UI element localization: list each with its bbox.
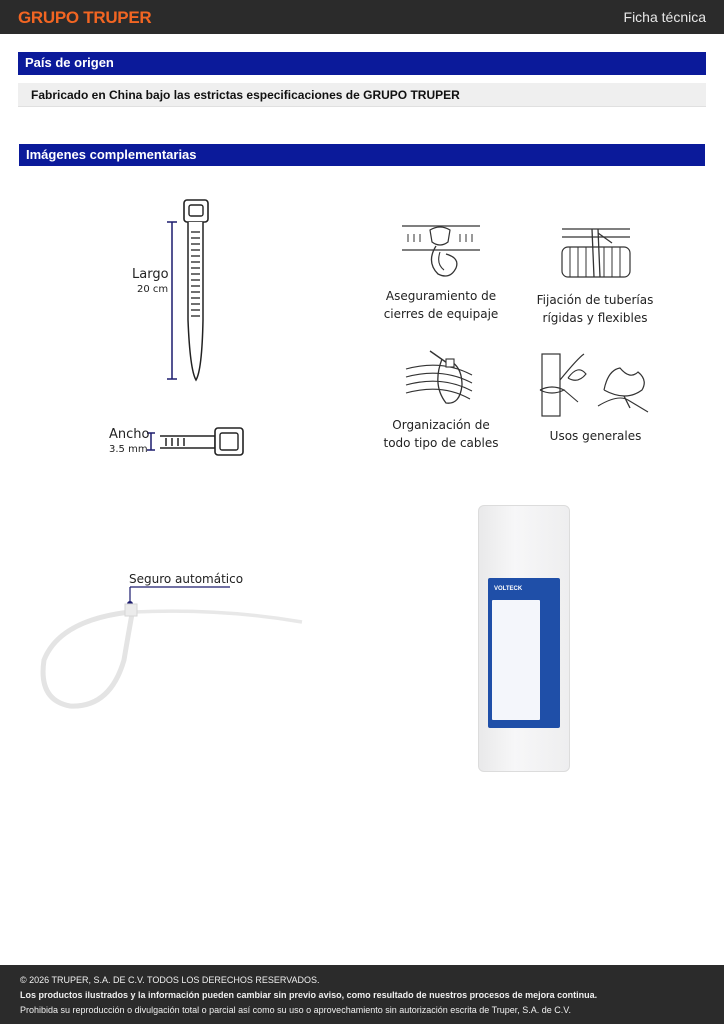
footer-notice: Los productos ilustrados y la información pueden cambiar sin previo aviso, como resultado de nuestros procesos de mejora continua.: [20, 990, 598, 1000]
footer-prohibition: Prohibida su reproducción o divulgación total o parcial así como su uso o aprovechamiento sin autorización escrita de Truper, S.A. de C.V.: [20, 1005, 571, 1015]
footer: [0, 965, 724, 1024]
product-package-image: [478, 505, 570, 772]
package-brand: VOLTECK: [494, 586, 523, 592]
lock-label: Seguro automático: [129, 572, 244, 586]
document-title: Ficha técnica: [623, 9, 706, 25]
use-label-pipes: Fijación de tuberías rígidas y flexibles: [536, 293, 654, 325]
origin-section-heading: País de origen: [18, 52, 706, 75]
package-white-panel: [492, 600, 540, 720]
use-label-general: Usos generales: [549, 429, 642, 443]
use-label-cables: Organización de todo tipo de cables: [383, 418, 499, 450]
package-label-card: [488, 578, 560, 728]
width-value: 3.5 mm: [109, 444, 148, 455]
brand-logo: GRUPO TRUPER: [18, 8, 152, 27]
width-label: Ancho: [109, 427, 150, 442]
images-section-heading: Imágenes complementarias: [19, 144, 705, 166]
use-label-luggage: Aseguramiento de cierres de equipaje: [383, 289, 499, 321]
origin-text: Fabricado en China bajo las estrictas especificaciones de GRUPO TRUPER: [18, 83, 706, 107]
length-value: 20 cm: [137, 284, 169, 295]
length-label: Largo: [132, 267, 169, 282]
footer-copyright: © 2026 TRUPER, S.A. DE C.V. TODOS LOS DERECHOS RESERVADOS.: [20, 975, 320, 985]
